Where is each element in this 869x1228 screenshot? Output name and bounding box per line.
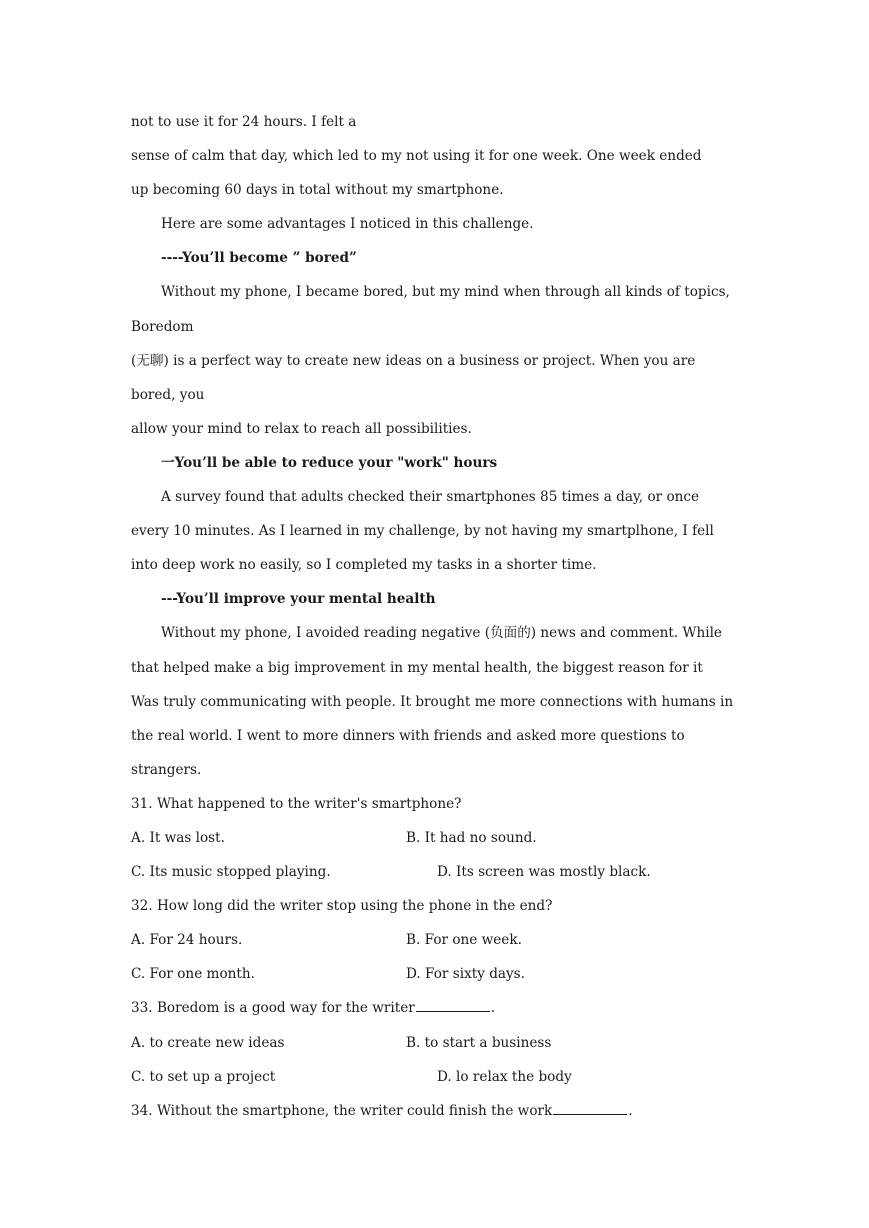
option-row: [131, 825, 737, 859]
passage-line: into deep work no easily, so I completed my tasks in a shorter time.: [131, 557, 597, 574]
option-row: [131, 927, 737, 961]
option-b: B. to start a business: [406, 1034, 552, 1051]
passage-line: that helped make a big improvement in my mental health, the biggest reason for it: [131, 659, 703, 676]
option-b: B. For one week.: [406, 932, 522, 949]
passage-line: strangers.: [131, 761, 202, 778]
answer-blank: [553, 1098, 627, 1115]
option-row: [131, 1064, 737, 1098]
passage-line: Without my phone, I avoided reading negative (负面的) news and comment. While: [161, 625, 722, 642]
question-stem: [131, 995, 737, 1029]
passage-line: not to use it for 24 hours. I felt a: [131, 114, 357, 130]
section-heading: ---You’ll improve your mental health: [161, 591, 436, 608]
option-d: D. Its screen was mostly black.: [437, 864, 651, 881]
question-text: 34. Without the smartphone, the writer could finish the work: [131, 1102, 553, 1119]
passage-line: Here are some advantages I noticed in this challenge.: [161, 216, 534, 233]
option-a: A. to create new ideas: [131, 1034, 285, 1051]
passage-line: up becoming 60 days in total without my smartphone.: [131, 182, 504, 199]
option-row: [131, 859, 737, 893]
question-stem: 32. How long did the writer stop using the phone in the end?: [131, 898, 553, 915]
question-stem: [131, 1098, 737, 1132]
question-text: 33. Boredom is a good way for the writer: [131, 1000, 415, 1017]
passage-line: every 10 minutes. As I learned in my challenge, by not having my smartplhone, I fell: [131, 523, 714, 540]
passage-line: Without my phone, I became bored, but my mind when through all kinds of topics,: [161, 284, 730, 301]
passage-line: sense of calm that day, which led to my not using it for one week. One week ended: [131, 148, 702, 165]
passage-line: A survey found that adults checked their smartphones 85 times a day, or once: [161, 489, 700, 506]
option-d: D. For sixty days.: [406, 966, 525, 983]
passage-line: (无聊) is a perfect way to create new ideas on a business or project. When you are: [131, 352, 696, 369]
passage-line: the real world. I went to more dinners with friends and asked more questions to: [131, 727, 685, 744]
option-row: [131, 1030, 737, 1064]
option-a: A. It was lost.: [131, 829, 225, 846]
option-c: C. to set up a project: [131, 1068, 276, 1085]
option-c: C. For one month.: [131, 966, 255, 983]
option-c: C. Its music stopped playing.: [131, 864, 331, 881]
question-end: .: [490, 1000, 496, 1017]
question-stem: 31. What happened to the writer's smartphone?: [131, 795, 462, 812]
passage-line: bored, you: [131, 386, 205, 403]
passage-line: Was truly communicating with people. It brought me more connections with humans in: [131, 693, 734, 710]
section-heading: ----You’ll become ” bored”: [161, 250, 357, 267]
passage-line: Boredom: [131, 318, 194, 335]
answer-blank: [416, 995, 490, 1012]
option-row: [131, 961, 737, 995]
question-end: .: [628, 1102, 633, 1119]
option-a: A. For 24 hours.: [131, 932, 243, 949]
passage-line: allow your mind to relax to reach all possibilities.: [131, 420, 472, 437]
document-page: [131, 109, 737, 1132]
option-b: B. It had no sound.: [406, 829, 537, 846]
option-d: D. lo relax the body: [437, 1068, 572, 1085]
section-heading: 一You’ll be able to reduce your "work" hours: [161, 454, 498, 471]
